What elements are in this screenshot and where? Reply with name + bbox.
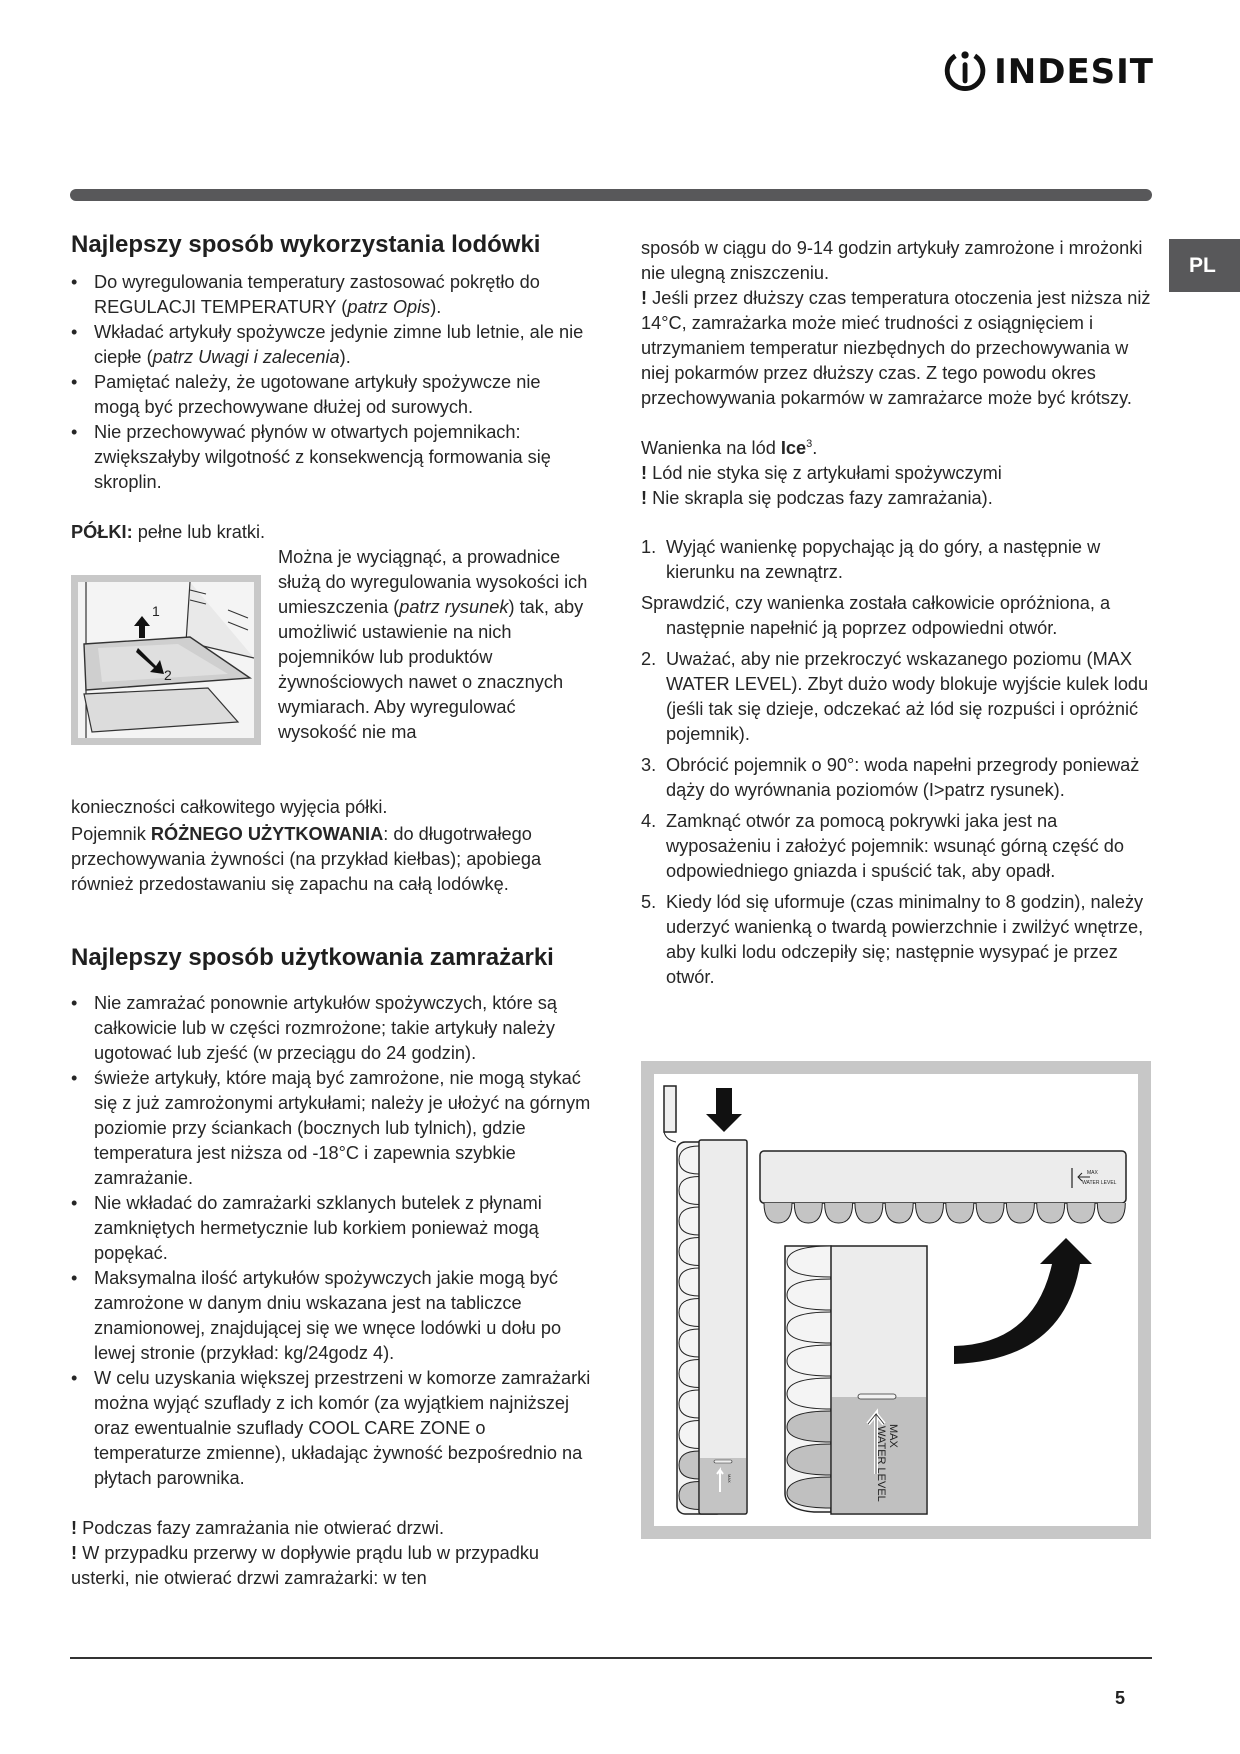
- page-number: 5: [1115, 1688, 1126, 1708]
- water-level-label-zoomed: WATER LEVEL: [875, 1426, 887, 1502]
- reference-text: patrz rysunek: [399, 597, 509, 617]
- list-item: • Maksymalna ilość artykułów spożywczych jakie mogą być zamrożone w danym dniu wskazana jest na tabliczce znamionowej, znajdującej się we wnęce lodówki u dołu po lewej stronie (przykład: kg/24godz 4).: [71, 1266, 591, 1366]
- warning-icon: !: [71, 1518, 83, 1538]
- text: Nie skrapla się podczas fazy zamrażania).: [652, 488, 993, 508]
- shelves-type: pełne lub kratki.: [132, 522, 266, 542]
- step-number: 2.: [641, 649, 657, 669]
- max-label-horizontal: MAX: [1087, 1170, 1098, 1176]
- superscript: 3: [806, 437, 813, 450]
- ice-steps-list: [641, 535, 1151, 585]
- step-item: [641, 753, 1151, 803]
- warning-icon: !: [641, 488, 653, 508]
- freezer-section-title: Najlepszy sposób użytkowania zamrażarki: [71, 944, 554, 971]
- water-fill: [700, 1458, 746, 1513]
- list-item: • Nie wkładać do zamrażarki szklanych butelek z płynami zamkniętych hermetycznie lub korkiem ponieważ mogą popękać.: [71, 1191, 591, 1266]
- ice-tray-illustration: [641, 1061, 1151, 1539]
- text: Podczas fazy zamrażania nie otwierać drzwi.: [82, 1518, 445, 1538]
- step-item: [641, 890, 1151, 990]
- language-tab: [1169, 239, 1240, 292]
- text: Pamiętać należy, że ugotowane artykuły spożywcze nie mogą być przechowywane dłużej od surowych.: [94, 372, 541, 417]
- logo-wordmark: INDESIT: [994, 52, 1154, 92]
- ice-cup-shape: [825, 1203, 853, 1223]
- freezer-warnings: [71, 1516, 591, 1591]
- text: ).: [339, 347, 351, 367]
- text: .: [812, 438, 818, 458]
- list-item: [71, 370, 591, 420]
- multi-use-label: RÓŻNEGO UŻYTKOWANIA: [150, 824, 384, 844]
- step-number: 4.: [641, 811, 657, 831]
- text: Zamknąć otwór za pomocą pokrywki jaka jest na wyposażeniu i założyć pojemnik: wsunąć górną część do odpowiedniego gniazda i spuścić tak, aby opadł.: [666, 811, 1124, 881]
- lid-shape: [664, 1086, 676, 1132]
- warning-icon: !: [641, 288, 653, 308]
- text: : do długotrwałego przechowywania żywności (na przykład kiełbas); apobiega również przedostawaniu się zapachu na całą lodówkę.: [71, 824, 542, 894]
- text: Kiedy lód się uformuje (czas minimalny to 8 godzin), należy uderzyć wanienką o twardą powierzchnie i zwilżyć wnętrze, aby kulki lodu odczepiły się; następnie wysypać je przez otwór.: [666, 892, 1144, 987]
- ice-cup-shape: [1067, 1203, 1095, 1223]
- ice-cup-shape: [916, 1203, 944, 1223]
- shelves-label: PÓŁKI:: [71, 522, 133, 542]
- step-label-2: 2: [164, 667, 172, 683]
- text: Wanienka na lód: [641, 438, 781, 458]
- text: Do wyregulowania temperatury zastosować pokrętło do REGULACJI TEMPERATURY (: [94, 272, 540, 317]
- ice-title: [641, 436, 1151, 461]
- multi-use-paragraph: [71, 822, 591, 897]
- horizontal-tray-body: [760, 1151, 1126, 1203]
- right-column: [641, 236, 1151, 996]
- reference-text: patrz Opis: [347, 297, 431, 317]
- fridge-tips-list: [71, 270, 591, 495]
- shelves-paragraph: [71, 520, 591, 545]
- text: Uważać, aby nie przekroczyć wskazanego poziomu (MAX WATER LEVEL). Zbyt dużo wody blokuje wyjście kulek lodu (jeśli tak się dzieje, odczekać aż lód się rozpuści i opróżnić pojemnik).: [666, 649, 1149, 744]
- step-number: 5.: [641, 892, 657, 912]
- text: Lód nie styka się z artykułami spożywczymi: [652, 463, 1002, 483]
- ice-cup-shape: [1006, 1203, 1034, 1223]
- water-level-label-horizontal: WATER LEVEL: [1082, 1180, 1117, 1186]
- step-number: 3.: [641, 755, 657, 775]
- max-level-mark: [858, 1394, 896, 1399]
- text: Można je wyciągnąć, a prowadnice służą do wyregulowania wysokości ich umieszczenia (: [278, 547, 588, 617]
- freezer-tips-list: [71, 991, 591, 1491]
- warning-item: [71, 1541, 591, 1591]
- warning-icon: !: [641, 463, 653, 483]
- header-bar: [70, 189, 1152, 201]
- step-item: [641, 809, 1151, 884]
- fridge-section-title: Najlepszy sposób wykorzystania lodówki: [71, 231, 541, 258]
- footer-rule: [70, 1657, 1152, 1659]
- list-item: • świeże artykuły, które mają być zamrożone, nie mogą stykać się z już zamrożonymi artykułami; należy je ułożyć na górnym poziomie przy ściankach (bocznych lub tylnich), gdzie temperatura jest niższa od -18°C i zapewnia szybkie zamrażanie.: [71, 1066, 591, 1191]
- text: ) tak, aby umożliwić ustawienie na nich pojemników lub produktów żywnościowych nawet o znacznych wymiarach. Aby wyregulować wysokość nie ma: [278, 597, 584, 742]
- shelves-description: [278, 545, 598, 745]
- step-number: 1.: [641, 537, 657, 557]
- ice-cup-shape: [764, 1203, 792, 1223]
- text: Pojemnik: [71, 824, 151, 844]
- ice-cup-shape: [885, 1203, 913, 1223]
- warning-icon: !: [71, 1543, 83, 1563]
- text: ).: [430, 297, 442, 317]
- left-column: [71, 230, 591, 1591]
- list-item: • W celu uzyskania większej przestrzeni w komorze zamrażarki można wyjąć szuflady z ich komór (za wyjątkiem najniższej oraz ewentualnie szuflady COOL CARE ZONE o temperaturze zmienne), układając żywność bezpośrednio na płytach parownika.: [71, 1366, 591, 1491]
- indesit-logo: [944, 40, 1154, 104]
- ice-cup-shape: [976, 1203, 1004, 1223]
- language-code: PL: [1189, 253, 1216, 277]
- shelves-block: [71, 545, 591, 817]
- ice-cup-shape: [855, 1203, 883, 1223]
- shelf-illustration: [71, 575, 261, 745]
- warning-item: [641, 286, 1151, 411]
- shelves-description-tail: konieczności całkowitego wyjęcia półki.: [71, 797, 388, 817]
- ice-cup-shape: [946, 1203, 974, 1223]
- power-i-icon: [944, 42, 986, 102]
- max-label-zoomed: MAX: [887, 1424, 899, 1448]
- continuation-paragraph: sposób w ciągu do 9-14 godzin artykuły zamrożone i mrożonki nie ulegną zniszczeniu.: [641, 238, 1143, 283]
- check-paragraph: Sprawdzić, czy wanienka została całkowicie opróżniona, a następnie napełnić ją poprzez odpowiedni otwór.: [641, 593, 1111, 638]
- rotate-arrow-icon: [954, 1238, 1092, 1364]
- list-item: [71, 320, 591, 370]
- ice-steps-list-continued: [641, 647, 1151, 990]
- ice-cup-shape: [1097, 1203, 1125, 1223]
- text: Wyjąć wanienkę popychając ją do góry, a następnie w kierunku na zewnątrz.: [666, 537, 1101, 582]
- vertical-tray-body: [699, 1140, 747, 1514]
- list-item: [71, 270, 591, 320]
- list-item: [71, 420, 591, 495]
- step-item: [641, 647, 1151, 747]
- warning-item: [641, 486, 1151, 511]
- text: Wkładać artykuły spożywcze jedynie zimne lub letnie, ale nie ciepłe (: [94, 322, 584, 367]
- warning-item: [71, 1516, 591, 1541]
- ice-cup-shape: [1037, 1203, 1065, 1223]
- list-item: • Nie zamrażać ponownie artykułów spożywczych, które są całkowicie lub w części rozmrożone; takie artykuły należy ugotować lub zjeść (w przeciągu do 24 godzin).: [71, 991, 591, 1066]
- step-item: [641, 535, 1151, 585]
- ice-cup-shape: [794, 1203, 822, 1223]
- text: Jeśli przez dłuższy czas temperatura otoczenia jest niższa niż 14°C, zamrażarka może mieć trudności z osiągnięciem i utrzymaniem temperatur niezbędnych do przechowywania w niej pokarmów przez dłuższy czas. Z tego powodu okres przechowywania pokarmów w zamrażarce może być krótszy.: [641, 288, 1151, 408]
- max-label-small: MAX: [727, 1474, 732, 1483]
- text: Obrócić pojemnik o 90°: woda napełni przegrody ponieważ dąży do wyrównania poziomów (I>patrz rysunek).: [666, 755, 1140, 800]
- reference-text: patrz Uwagi i zalecenia: [152, 347, 340, 367]
- text: Nie przechowywać płynów w otwartych pojemnikach: zwiększałyby wilgotność z konsekwencją formowania się skroplin.: [94, 422, 551, 492]
- horizontal-tray-cup-group: [764, 1203, 1125, 1223]
- warning-item: [641, 461, 1151, 486]
- step-label-1: 1: [152, 603, 160, 619]
- text: W przypadku przerwy w dopływie prądu lub w przypadku usterki, nie otwierać drzwi zamrażarki: w ten: [71, 1543, 540, 1588]
- arrow-down-icon: [706, 1088, 742, 1132]
- product-name: Ice: [780, 438, 807, 458]
